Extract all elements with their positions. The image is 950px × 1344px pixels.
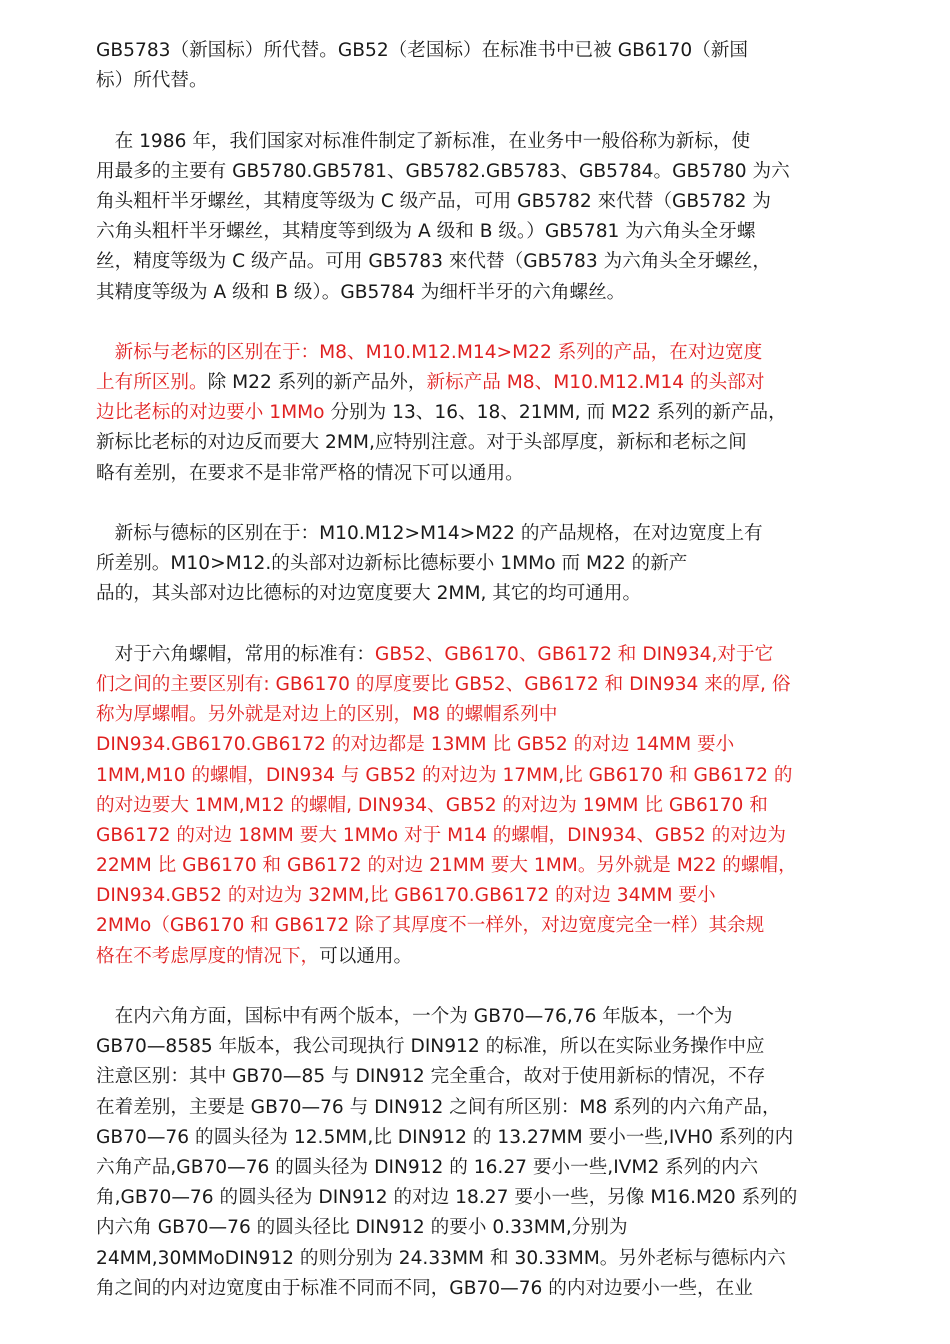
text-line xyxy=(96,821,864,851)
highlighted-text-run: 们之间的主要区别有: GB6170 的厚度要比 GB52、GB6172 和 DIN934 来的厚, 俗 xyxy=(96,673,791,695)
text-line xyxy=(96,640,864,670)
text-line xyxy=(96,1002,864,1032)
highlighted-text-run: 格在不考虑厚度的情况下， xyxy=(96,945,320,967)
text-run: 除 M22 系列的新产品外， xyxy=(207,372,427,394)
highlighted-text-run: 1MM,M10 的螺帽，DIN934 与 GB52 的对边为 17MM,比 GB6170 和 GB6172 的 xyxy=(96,764,793,786)
highlighted-text-run: DIN934.GB52 的对边为 32MM,比 GB6170.GB6172 的对边 34MM 要小 xyxy=(96,885,716,907)
highlighted-text-run: 的对边要大 1MM,M12 的螺帽, DIN934、GB52 的对边为 19MM 比 GB6170 和 xyxy=(96,794,768,816)
text-line xyxy=(96,338,864,368)
text-run: 略有差别，在要求不是非常严格的情况下可以通用。 xyxy=(96,462,524,484)
document-page xyxy=(96,36,864,1304)
text-run: 所差别。M10>M12.的头部对边新标比德标要小 1MMo 而 M22 的新产 xyxy=(96,553,688,575)
text-line xyxy=(96,700,864,730)
text-run: 在着差别，主要是 GB70—76 与 DIN912 之间有所区别：M8 系列的内六角产品， xyxy=(96,1096,781,1118)
text-line xyxy=(96,187,864,217)
paragraph-gb-replacement xyxy=(96,36,864,96)
highlighted-text-run: GB52、GB6170、GB6172 和 DIN934,对于它 xyxy=(374,643,774,665)
highlighted-text-run: 边比老标的对边要小 1MMo xyxy=(96,402,325,424)
text-run: 丝，精度等级为 C 级产品。可用 GB5783 來代替（GB5783 为六角头全牙螺丝， xyxy=(96,251,771,273)
text-line xyxy=(96,942,864,972)
text-line xyxy=(96,1213,864,1243)
paragraph-new-vs-german-standard xyxy=(96,519,864,610)
highlighted-text-run: 2MMo（GB6170 和 GB6172 除了其厚度不一样外，对边宽度完全一样）其余规 xyxy=(96,915,765,937)
text-run: 新标比老标的对边反而要大 2MM,应特别注意。对于头部厚度，新标和老标之间 xyxy=(96,432,747,454)
text-run: 注意区别：其中 GB70—85 与 DIN912 完全重合，故对于使用新标的情况，不存 xyxy=(96,1066,766,1088)
text-run: 对于六角螺帽，常用的标准有： xyxy=(96,643,375,665)
text-line xyxy=(96,278,864,308)
text-line xyxy=(96,1093,864,1123)
paragraph-socket-head xyxy=(96,1002,864,1304)
highlighted-text-run: 22MM 比 GB6170 和 GB6172 的对边 21MM 要大 1MM。另外就是 M22 的螺帽， xyxy=(96,855,797,877)
text-line xyxy=(96,127,864,157)
text-line xyxy=(96,1153,864,1183)
text-line xyxy=(96,1183,864,1213)
text-line xyxy=(96,519,864,549)
text-line xyxy=(96,36,864,66)
highlighted-text-run: 新标与老标的区别在于：M8、M10.M12.M14>M22 系列的产品，在对边宽度 xyxy=(96,341,763,363)
text-line xyxy=(96,1032,864,1062)
paragraph-gap xyxy=(96,972,864,1002)
highlighted-text-run: 称为厚螺帽。另外就是对边上的区别，M8 的螺帽系列中 xyxy=(96,704,558,726)
text-line xyxy=(96,247,864,277)
text-line xyxy=(96,459,864,489)
highlighted-text-run: 上有所区别。 xyxy=(96,372,208,394)
text-run: 品的，其头部对边比德标的对边宽度要大 2MM, 其它的均可通用。 xyxy=(96,583,642,605)
text-line xyxy=(96,217,864,247)
text-run: 内六角 GB70—76 的圆头径比 DIN912 的要小 0.33MM,分别为 xyxy=(96,1217,628,1239)
text-run: 分别为 13、16、18、21MM, 而 M22 系列的新产品， xyxy=(324,402,787,424)
text-run: 新标与德标的区别在于：M10.M12>M14>M22 的产品规格，在对边宽度上有 xyxy=(96,523,763,544)
text-line xyxy=(96,670,864,700)
text-line xyxy=(96,1244,864,1274)
text-line xyxy=(96,1123,864,1153)
text-run: 角,GB70—76 的圆头径为 DIN912 的对边 18.27 要小一些，另像 M16.M20 系列的 xyxy=(96,1187,798,1209)
text-line xyxy=(96,157,864,187)
text-line xyxy=(96,881,864,911)
text-run: 24MM,30MMoDIN912 的则分别为 24.33MM 和 30.33MM。另外老标与德标内六 xyxy=(96,1247,786,1269)
text-run: 六角头粗杆半牙螺丝，其精度等到级为 A 级和 B 级。）GB5781 为六角头全牙螺 xyxy=(96,221,756,243)
highlighted-text-run: DIN934.GB6170.GB6172 的对边都是 13MM 比 GB52 的对边 14MM 要小 xyxy=(96,734,735,756)
text-line xyxy=(96,368,864,398)
text-line xyxy=(96,428,864,458)
text-line xyxy=(96,549,864,579)
paragraph-gap xyxy=(96,489,864,519)
highlighted-text-run: 新标产品 M8、M10.M12.M14 的头部对 xyxy=(426,372,765,394)
paragraph-gap xyxy=(96,96,864,126)
paragraph-gap xyxy=(96,308,864,338)
text-line xyxy=(96,66,864,96)
text-line xyxy=(96,851,864,881)
text-run: 六角产品,GB70—76 的圆头径为 DIN912 的 16.27 要小一些,IVM2 系列的内六 xyxy=(96,1156,759,1178)
text-line xyxy=(96,1274,864,1304)
text-run: 角之间的内对边宽度由于标准不同而不同，GB70—76 的内对边要小一些，在业 xyxy=(96,1277,753,1299)
text-run: GB70—76 的圆头径为 12.5MM,比 DIN912 的 13.27MM 要小一些,IVH0 系列的内 xyxy=(96,1126,794,1148)
paragraph-hex-nuts xyxy=(96,640,864,972)
text-run: GB5783（新国标）所代替。GB52（老国标）在标准书中已被 GB6170（新国 xyxy=(96,40,748,61)
text-run: 在内六角方面，国标中有两个版本，一个为 GB70—76,76 年版本，一个为 xyxy=(96,1006,733,1027)
text-line xyxy=(96,1062,864,1092)
text-line xyxy=(96,791,864,821)
text-line xyxy=(96,761,864,791)
text-run: 在 1986 年，我们国家对标准件制定了新标准，在业务中一般俗称为新标，使 xyxy=(96,130,751,152)
text-line xyxy=(96,911,864,941)
text-run: 角头粗杆半牙螺丝，其精度等级为 C 级产品，可用 GB5782 來代替（GB5782 为 xyxy=(96,190,771,212)
highlighted-text-run: GB6172 的对边 18MM 要大 1MMo 对于 M14 的螺帽，DIN934、GB52 的对边为 xyxy=(96,824,787,846)
paragraph-new-vs-old-standard xyxy=(96,338,864,489)
text-run: 其精度等级为 A 级和 B 级）。GB5784 为细杆半牙的六角螺丝。 xyxy=(96,281,626,303)
paragraph-new-standard-1986 xyxy=(96,127,864,308)
paragraph-gap xyxy=(96,610,864,640)
text-line xyxy=(96,730,864,760)
text-run: 用最多的主要有 GB5780.GB5781、GB5782.GB5783、GB5784。GB5780 为六 xyxy=(96,160,790,182)
text-run: 标）所代替。 xyxy=(96,70,208,92)
text-run: 可以通用。 xyxy=(319,945,413,967)
text-run: GB70—8585 年版本，我公司现执行 DIN912 的标准，所以在实际业务操作中应 xyxy=(96,1036,765,1058)
text-line xyxy=(96,579,864,609)
text-line xyxy=(96,398,864,428)
